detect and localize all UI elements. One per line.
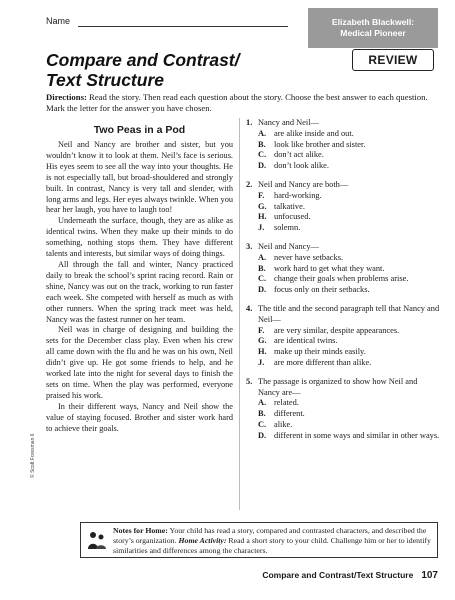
question-number: 1. — [246, 118, 253, 127]
name-label: Name — [46, 16, 71, 26]
story-text — [46, 140, 233, 434]
option-letter: C. — [258, 150, 267, 160]
option-text: solemn. — [274, 223, 301, 233]
answer-option[interactable] — [246, 398, 440, 409]
answer-option[interactable] — [246, 253, 440, 264]
option-text: focus only on their setbacks. — [274, 285, 370, 295]
lesson-tag — [308, 8, 438, 48]
option-letter: G. — [258, 336, 267, 346]
question-number: 2. — [246, 179, 253, 189]
option-text: alike. — [274, 419, 293, 429]
page-title — [46, 50, 240, 90]
review-badge: REVIEW — [352, 49, 434, 71]
option-letter: F. — [258, 190, 265, 200]
option-text: are alike inside and out. — [274, 128, 354, 138]
question-number: 4. — [246, 303, 253, 313]
questions-list — [246, 118, 440, 450]
answer-option[interactable] — [246, 358, 440, 369]
answer-option[interactable] — [246, 274, 440, 285]
notes-for-home — [80, 522, 438, 558]
question-stem: Nancy and Neil— — [258, 118, 319, 127]
question-stem: Neil and Nancy are both— — [258, 179, 349, 189]
answer-option[interactable] — [246, 150, 440, 161]
page-number: 107 — [421, 570, 438, 581]
option-text: are very similar, despite appearances. — [274, 325, 400, 335]
option-text: make up their minds easily. — [274, 347, 366, 357]
story-paragraph: In their different ways, Nancy and Neil show the value of staying focused. Brother and sister work hard to achieve their goals. — [46, 401, 233, 433]
answer-option[interactable] — [246, 212, 440, 223]
column-divider — [239, 118, 240, 510]
option-letter: D. — [258, 430, 267, 440]
answer-option[interactable] — [246, 202, 440, 213]
option-letter: A. — [258, 128, 267, 138]
story-title: Two Peas in a Pod — [93, 124, 186, 136]
option-text: hard-working. — [274, 190, 322, 200]
answer-option[interactable] — [246, 129, 440, 140]
option-letter: J. — [258, 223, 265, 233]
page-footer — [188, 570, 438, 581]
answer-option[interactable] — [246, 223, 440, 234]
question — [246, 304, 440, 369]
option-letter: H. — [258, 347, 267, 357]
directions-label: Directions: — [46, 92, 87, 102]
answer-option[interactable] — [246, 264, 440, 275]
page-title-line1: Compare and Contrast/ — [46, 50, 240, 70]
option-letter: D. — [258, 161, 267, 171]
notes-text: Your child has read a story, compared and contrasted characters, and described the story’s organization. — [113, 526, 427, 545]
footer-label: Compare and Contrast/Text Structure — [262, 570, 414, 580]
option-text: don’t act alike. — [274, 150, 324, 160]
copyright: © Scott Foresman 6 — [30, 433, 36, 478]
question-stem: Neil and Nancy— — [258, 241, 319, 251]
question — [246, 242, 440, 296]
answer-option[interactable] — [246, 431, 440, 442]
option-text: don’t look alike. — [274, 161, 329, 171]
option-text: change their goals when problems arise. — [274, 274, 409, 284]
answer-option[interactable] — [246, 347, 440, 358]
story-paragraph: Neil was in charge of designing and building the sets for the December class play. Even when his crew all came down with the flu and he was on his own, Neil didn’t give up. He got some friends to help, and he worked late into the night for several days to finish the sets on time. When the play was performed, everyone praised his work. — [46, 325, 233, 400]
answer-option[interactable] — [246, 191, 440, 202]
option-letter: B. — [258, 139, 266, 149]
page-title-line2: Text Structure — [46, 70, 164, 90]
question-number: 3. — [246, 241, 253, 251]
option-letter: A. — [258, 252, 267, 262]
option-text: work hard to get what they want. — [274, 263, 385, 273]
option-letter: H. — [258, 212, 267, 222]
notes-label: Notes for Home: — [113, 526, 168, 535]
notes-activity-text: Read a short story to your child. Challenge him or her to identify similarities and differences among the characters. — [113, 536, 431, 555]
option-letter: B. — [258, 409, 266, 419]
option-text: look like brother and sister. — [274, 139, 366, 149]
option-letter: A. — [258, 398, 267, 408]
option-text: are identical twins. — [274, 336, 338, 346]
home-activity-label: Home Activity: — [178, 536, 227, 545]
story-paragraph: Underneath the surface, though, they are as alike as identical twins. When they make up their minds to do something, nothing stops them. They have different talents and interests, but similar ways of doing things. — [46, 216, 233, 259]
option-text: are more different than alike. — [274, 357, 372, 367]
story-paragraph: Neil and Nancy are brother and sister, but you wouldn’t know it to look at them. Neil’s face is serious. His eyes seem to see all the way into your thoughts. He is not especially tall, but broad-shouldered and strongly built. In contrast, Nancy is very tall and slender, with long arms and legs. Her eyes always twinkle. When you hear her laugh, you have to laugh too! — [46, 140, 233, 215]
answer-option[interactable] — [246, 336, 440, 347]
option-text: different. — [274, 409, 305, 419]
lesson-tag-line1: Elizabeth Blackwell: — [331, 17, 415, 27]
answer-option[interactable] — [246, 420, 440, 431]
option-text: different in some ways and similar in other ways. — [274, 430, 440, 440]
lesson-tag-line2: Medical Pioneer — [340, 28, 406, 38]
story-paragraph: All through the fall and winter, Nancy practiced daily to break the school’s sprint racing record. Rain or shine, Nancy was out on the track, working to run faster each week. She competed with herself as much as with other runners. When the spring track meet was held, Nancy was the fastest runner on her team. — [46, 259, 233, 324]
question — [246, 180, 440, 234]
answer-option[interactable] — [246, 285, 440, 296]
question-stem: The title and the second paragraph tell that Nancy and Neil— — [258, 303, 440, 324]
family-icon — [86, 529, 108, 551]
option-letter: J. — [258, 357, 265, 367]
question-stem: The passage is organized to show how Neil and Nancy are— — [258, 376, 418, 397]
option-text: never have setbacks. — [274, 252, 344, 262]
question — [246, 377, 440, 442]
option-letter: C. — [258, 419, 267, 429]
question — [246, 118, 440, 172]
option-letter: B. — [258, 263, 266, 273]
option-text: talkative. — [274, 201, 305, 211]
option-letter: F. — [258, 325, 265, 335]
question-number: 5. — [246, 376, 253, 386]
option-text: unfocused. — [274, 212, 311, 222]
option-letter: C. — [258, 274, 267, 284]
directions — [46, 92, 436, 114]
option-letter: D. — [258, 285, 267, 295]
answer-option[interactable] — [246, 140, 440, 151]
directions-text: Read the story. Then read each question about the story. Choose the best answer to each question. Mark the letter for the answer you have chosen. — [46, 92, 428, 113]
answer-option[interactable] — [246, 161, 440, 172]
option-letter: G. — [258, 201, 267, 211]
answer-option[interactable] — [246, 409, 440, 420]
option-text: related. — [274, 398, 299, 408]
answer-option[interactable] — [246, 326, 440, 337]
name-line — [78, 26, 288, 27]
